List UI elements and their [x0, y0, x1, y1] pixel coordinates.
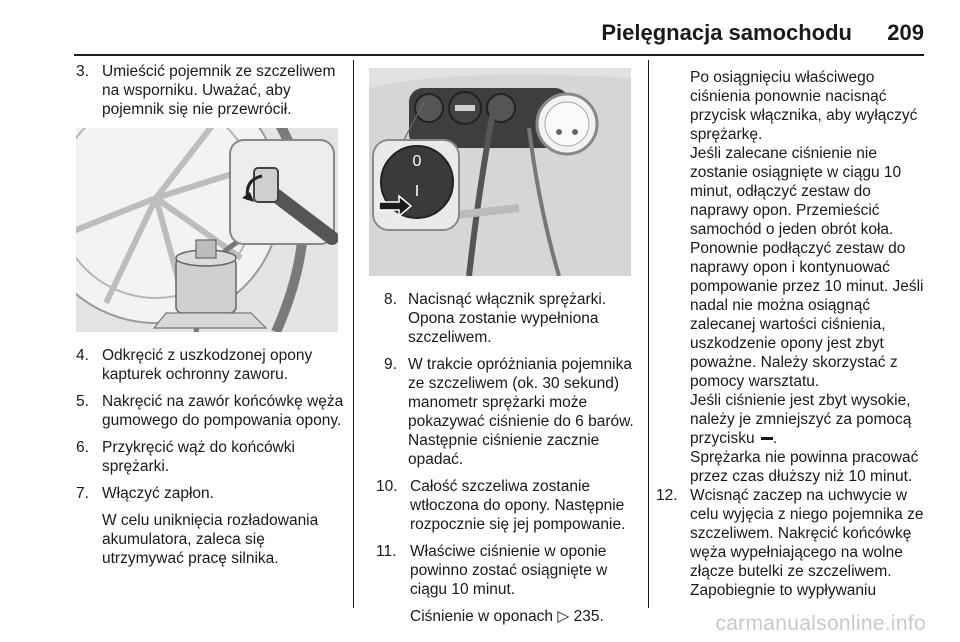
page-number: 209 [887, 20, 924, 45]
step-text: Odkręcić z uszkodzonej opony kapturek ochronny zaworu. [102, 347, 313, 383]
step-12 [656, 486, 928, 600]
step-3 [76, 62, 344, 119]
step-text: Właściwe ciśnienie w oponie powinno zostać osiągnięte w ciągu 10 minut. [410, 543, 608, 598]
paragraph-3: Jeśli ciśnienie jest zbyt wysokie, należy je zmniejszyć za pomocą przycisku . [690, 392, 912, 447]
page-reference-icon: ▷ [557, 608, 570, 625]
step-number: 7. [76, 485, 89, 502]
column-2 [376, 290, 638, 626]
step-text: Nacisnąć włącznik sprężarki. Opona zostanie wypełniona szczeliwem. [408, 291, 607, 346]
column-3 [656, 68, 928, 608]
paragraph-4: Sprężarka nie powinna pracować przez czas dłuższy niż 10 minut. [690, 449, 919, 485]
step-number: 11. [376, 543, 397, 560]
page-header [0, 0, 960, 58]
step-number: 10. [376, 478, 398, 495]
step-number: 3. [76, 63, 89, 80]
step-number: 4. [76, 347, 89, 364]
sealant-container-illustration [76, 128, 338, 332]
step-text: Włączyć zapłon. [102, 485, 214, 502]
page-reference[interactable]: 235. [573, 608, 604, 625]
compressor-switch-illustration [369, 68, 631, 276]
step-9 [384, 355, 638, 469]
step-text: Przykręcić wąż do końcówki sprężarki. [102, 439, 295, 475]
step-4 [76, 346, 344, 384]
step-5 [76, 392, 344, 430]
header-rule [74, 54, 924, 56]
step-number: 9. [384, 356, 397, 373]
column-divider-2 [648, 60, 649, 608]
switch-label-on: I [414, 183, 420, 200]
section-title: Pielęgnacja samochodu [601, 20, 852, 45]
step-11-note [376, 607, 638, 626]
column-1-steps [76, 346, 344, 568]
watermark: carmanualsonline.info [715, 612, 926, 635]
step-text: W trakcie opróżniania pojemnika ze szczeliwem (ok. 30 sekund) manometr sprężarki może pokazywać ciśnienie do 6 barów. Następnie ciśnienie zacznie opadać. [408, 356, 634, 468]
step-number: 12. [656, 487, 678, 504]
step-text: Nakręcić na zawór końcówkę węża gumowego do pompowania opony. [102, 393, 344, 429]
paragraph-2: Jeśli zalecane ciśnienie nie zostanie osiągnięte w ciągu 10 minut, odłączyć zestaw do naprawy opon. Przemieścić samochód o jeden obrót koła. Ponownie podłączyć zestaw do naprawy opon i kontynuować pompowanie przez 10 minut. Jeśli nadal nie można osiągnąć zalecanej wartości ciśnienia, uszkodzenie opony jest zbyt poważne. Należy skorzystać z pomocy warsztatu. [690, 145, 924, 390]
step-8 [384, 290, 638, 347]
switch-label-off: 0 [412, 153, 422, 170]
column-divider-1 [353, 60, 354, 608]
step-6 [76, 438, 344, 476]
step-number: 5. [76, 393, 89, 410]
step-7-note: W celu uniknięcia rozładowania akumulatora, zaleca się utrzymywać pracę silnika. [102, 512, 319, 567]
step-number: 6. [76, 439, 89, 456]
step-text: Całość szczeliwa zostanie wtłoczona do opony. Następnie rozpocznie się jej pompowanie. [410, 478, 626, 533]
minus-button-icon [761, 437, 773, 440]
step-number: 8. [384, 291, 397, 308]
step-10 [376, 477, 638, 534]
column-1 [76, 62, 344, 127]
figure-sealant-container [76, 128, 338, 332]
figure-compressor-switch [369, 68, 631, 276]
note-text: Ciśnienie w oponach [410, 608, 554, 625]
step-7 [76, 484, 344, 503]
paragraph-3-text: Jeśli ciśnienie jest zbyt wysokie, należy je zmniejszyć za pomocą przycisku [690, 392, 912, 447]
step-text: Wcisnąć zaczep na uchwycie w celu wyjęcia z niego pojemnika ze szczeliwem. Nakręcić końcówkę węża wypełniającego na wolne złącze butelki ze szczeliwem. Zapobiegnie to wypływaniu [690, 487, 924, 599]
step-text: Umieścić pojemnik ze szczeliwem na wsporniku. Uważać, aby pojemnik się nie przewrócił. [102, 63, 336, 118]
paragraph-1: Po osiągnięciu właściwego ciśnienia ponownie nacisnąć przycisk włącznika, aby wyłączyć sprężarkę. [690, 69, 918, 143]
step-11 [376, 542, 638, 599]
